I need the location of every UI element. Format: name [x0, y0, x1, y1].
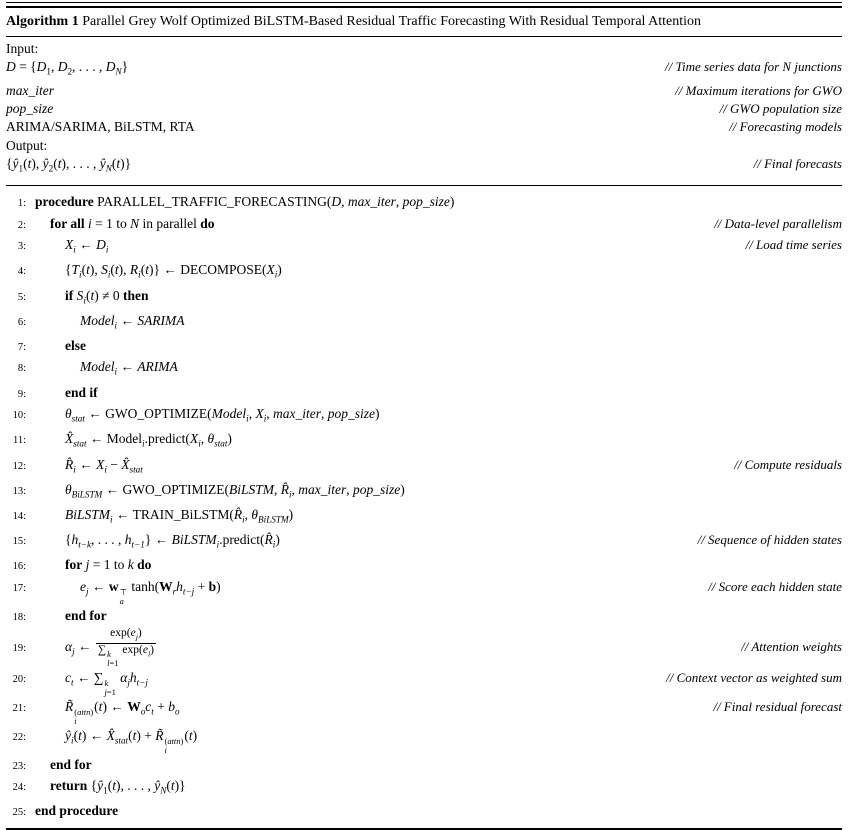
statement-code: $R̂_i$ ← $X_i$ − $X̂_{stat}$ [65, 456, 143, 475]
algorithm-line [6, 530, 842, 555]
algorithm-listing [0, 2, 848, 819]
statement-code: $\theta_{BiLSTM}$ ← GWO_OPTIMIZE(BiLSTM, $R̂_i$, max_iter, pop_size) [65, 481, 405, 500]
io-comment: // Maximum iterations for GWO [675, 82, 842, 98]
algorithm-line [6, 235, 842, 260]
statement-code: for j = 1 to k do [65, 557, 152, 573]
algorithm-line [6, 260, 842, 285]
inline-comment: // Score each hidden state [708, 578, 842, 594]
top-thin-rule [6, 2, 842, 3]
io-declaration: ARIMA/SARIMA, BiLSTM, RTA [6, 119, 195, 135]
line-number: 4: [17, 266, 26, 278]
io-comment: // Final forecasts [753, 156, 842, 172]
line-number: 2: [17, 219, 26, 231]
line-number: 24: [12, 782, 26, 794]
inline-comment: // Compute residuals [734, 456, 842, 472]
line-number: 22: [12, 731, 26, 743]
line-number: 20: [12, 674, 26, 686]
io-row [6, 82, 842, 100]
inline-comment: // Attention weights [741, 638, 842, 654]
algorithm-line [6, 668, 842, 697]
statement-code: $\alpha_j$ ← $\exp(e_j)$ ∑ k l=1 $\exp(e_l)$ [65, 627, 154, 669]
statement-code: Model$_i$ ← ARIMA [80, 359, 178, 378]
algorithm-line [6, 627, 842, 668]
line-number: 21: [12, 703, 26, 715]
io-declaration: max_iter [6, 82, 54, 98]
line-number: 10: [12, 410, 26, 422]
algorithm-line [6, 192, 842, 214]
statement-code: end for [50, 756, 92, 772]
algorithm-line [6, 404, 842, 429]
algorithm-line [6, 801, 842, 823]
line-number: 15: [12, 536, 26, 548]
input-label: Input: [6, 41, 39, 56]
line-number: 11: [12, 435, 26, 447]
io-row [6, 100, 842, 118]
statement-code: $\theta_{stat}$ ← GWO_OPTIMIZE(Model$_i$, $X_i$, max_iter, pop_size) [65, 406, 380, 424]
line-number: 8: [17, 363, 26, 375]
statement-code: return {$ŷ_1(t)$, . . . , $ŷ_N(t)$} [50, 778, 186, 796]
algorithm-title [6, 8, 842, 36]
output-label: Output: [6, 137, 48, 153]
io-comment: // Time series data for N junctions [665, 59, 842, 75]
algorithm-line [6, 311, 842, 336]
algorithm-line [6, 505, 842, 530]
line-number: 9: [17, 388, 26, 400]
statement-code: BiLSTM$_i$ ← $TRAIN\_BiLSTM(R̂_i$, $\theta_{BiLSTM}$) [65, 506, 294, 525]
line-number: 3: [17, 241, 26, 253]
io-declaration: pop_size [6, 100, 54, 116]
statement-code: {$T_i(t)$, $S_i(t)$, $R_i(t)$} ← $DECOMPOSE(X_i)$ [65, 262, 282, 281]
line-number: 19: [12, 642, 26, 654]
line-number: 16: [12, 561, 26, 573]
statement-code: end if [65, 384, 98, 400]
input-list [6, 58, 842, 136]
line-number: 14: [12, 510, 26, 522]
algorithm-line [6, 776, 842, 801]
io-comment: // GWO population size [719, 100, 842, 116]
line-number: 18: [12, 611, 26, 623]
statement-code: procedure PARALLEL_TRAFFIC_FORECASTING(D, max_iter, pop_size) [35, 194, 455, 210]
io-declaration: {$ŷ_1(t)$, $ŷ_2(t)$, . . . , $ŷ_N(t)$} [6, 156, 132, 174]
statement-code: end procedure [35, 803, 119, 819]
io-row [6, 155, 842, 178]
algorithm-line [6, 755, 842, 777]
line-number: 6: [17, 316, 26, 328]
line-number: 13: [12, 485, 26, 497]
statement-code: $X_i$ ← $D_i$ [65, 237, 109, 255]
statement-code: else [65, 337, 86, 353]
io-row [6, 118, 842, 136]
algorithm-line [6, 336, 842, 358]
algorithm-line [6, 383, 842, 405]
algorithm-line [6, 577, 842, 606]
line-number: 1: [17, 198, 26, 210]
inline-comment: // Final residual forecast [713, 699, 842, 715]
io-row [6, 58, 842, 81]
line-number: 5: [17, 291, 26, 303]
statement-code: $c_t$ ← ∑ k j=1 $\alpha_jh_{t-j}$ [65, 670, 148, 698]
statement-code: R̃ (attn) i (t) ← $W_oc_t + b_o$ [65, 699, 180, 726]
io-comment: // Forecasting models [729, 119, 842, 135]
line-number: 7: [17, 341, 26, 353]
statement-code: $X̂_{stat}$ ← $Model_i.predict(X_i$, $\theta_{stat}$) [65, 431, 232, 450]
algorithm-line [6, 357, 842, 382]
algorithm-line [6, 286, 842, 311]
inline-comment: // Data-level parallelism [714, 215, 842, 231]
line-number: 17: [12, 582, 26, 594]
statement-code: if $S_i(t) \ne 0$ then [65, 287, 149, 306]
inline-comment: // Context vector as weighted sum [666, 670, 842, 686]
algorithm-line [6, 555, 842, 577]
statement-code: {$h_{t-k}$, . . . , $h_{t-1}$} ← $BiLSTM_i.predict(R̂_i)$ [65, 532, 280, 550]
line-number: 12: [12, 460, 26, 472]
output-list [6, 155, 842, 178]
line-number: 25: [12, 807, 26, 819]
inline-comment: // Load time series [745, 237, 842, 253]
pseudocode-block [6, 186, 842, 828]
algorithm-line [6, 480, 842, 505]
statement-code: Model$_i$ ← SARIMA [80, 312, 185, 331]
algorithm-line [6, 726, 842, 755]
statement-code: for all i = 1 to N in parallel do [50, 215, 215, 231]
statement-code: $ŷ_i(t)$ ← $X̂_{stat}(t)$ + R̃ (attn) i (t) [65, 727, 198, 755]
io-block [6, 37, 842, 185]
algorithm-line [6, 697, 842, 726]
statement-code: end for [65, 607, 107, 623]
algorithm-line [6, 214, 842, 236]
algorithm-line [6, 429, 842, 454]
line-number: 23: [12, 760, 26, 772]
algorithm-line [6, 606, 842, 628]
algorithm-label: Algorithm 1 [6, 14, 79, 29]
statement-code: $e_j$ ← w ⊤ a $\tanh(W_rh_{t-j} + b)$ [80, 578, 221, 606]
algorithm-line [6, 455, 842, 480]
algorithm-title-text: Parallel Grey Wolf Optimized BiLSTM-Based Residual Traffic Forecasting With Residual Temporal Attention [82, 14, 702, 29]
io-declaration: $D = \{D_1$, $D_2$, . . . , $D_N$} [6, 59, 129, 78]
inline-comment: // Sequence of hidden states [697, 532, 842, 548]
